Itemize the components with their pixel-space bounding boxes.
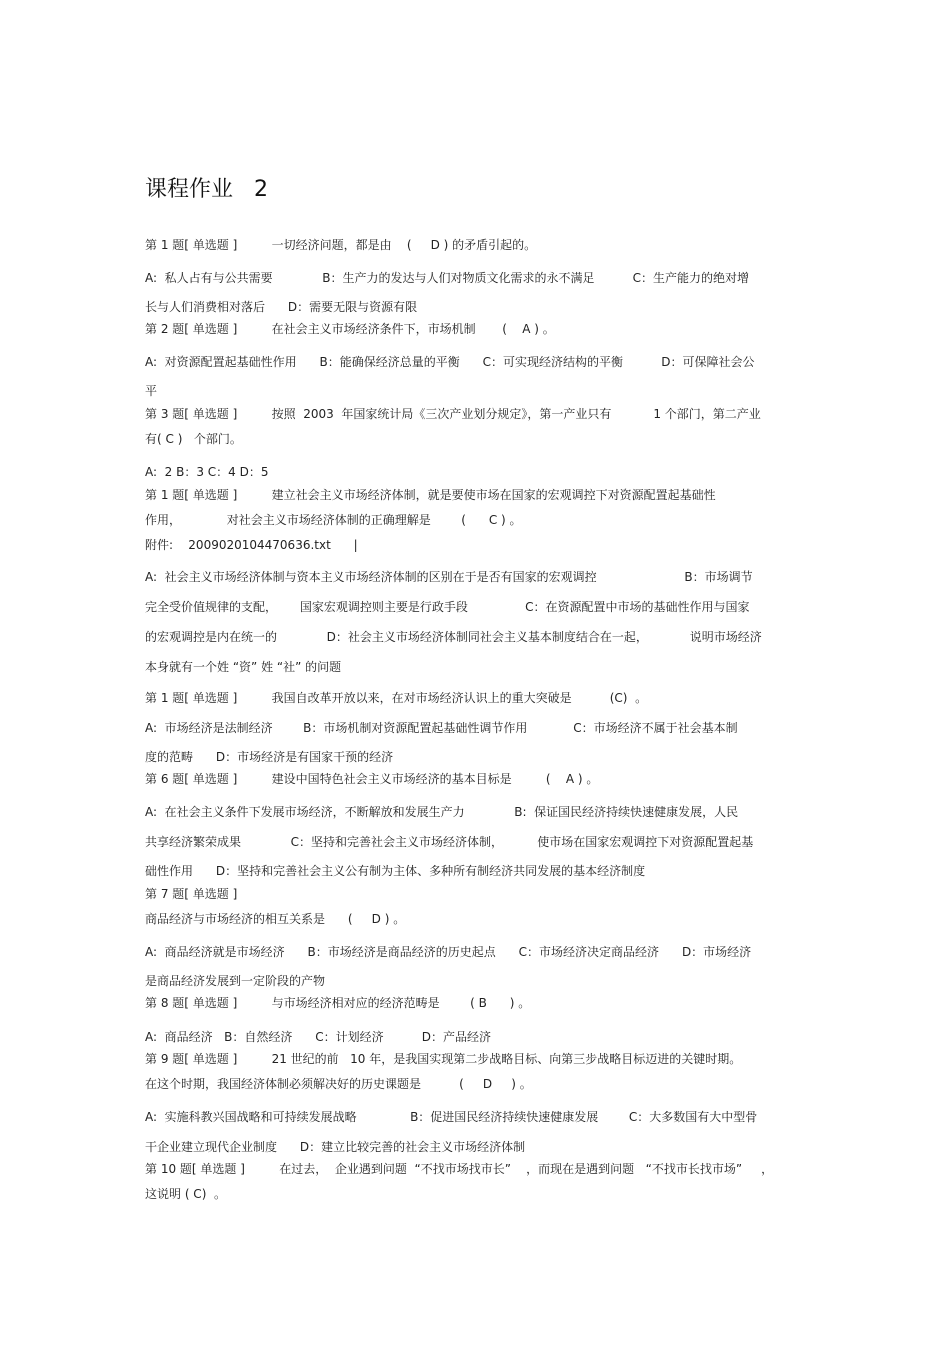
text-line: A: 商品经济 B：自然经济 C：计划经济 D：产品经济 [145, 1030, 491, 1044]
text-line: A: 社会主义市场经济体制与资本主义市场经济体制的区别在于是否有国家的宏观调控 B：市场调节 [145, 570, 753, 584]
text-line: A: 商品经济就是市场经济 B：市场经济是商品经济的历史起点 C：市场经济决定商品经济 D：市场经济 [145, 945, 752, 959]
text-line: 第 1 题[ 单选题 ] 我国自改革开放以来，在对市场经济认识上的重大突破是 (C) 。 [145, 691, 648, 705]
text-line: 础性作用 D：坚持和完善社会主义公有制为主体、多种所有制经济共同发展的基本经济制度 [145, 864, 646, 878]
text-line: 长与人们消费相对落后 D：需要无限与资源有限 [145, 300, 418, 314]
text-line: 完全受价值规律的支配， 国家宏观调控则主要是行政手段 C：在资源配置中市场的基础性作用与国家 [145, 600, 750, 614]
text-line: 干企业建立现代企业制度 D：建立比较完善的社会主义市场经济体制 [145, 1140, 526, 1154]
text-line: A: 对资源配置起基础性作用 B：能确保经济总量的平衡 C：可实现经济结构的平衡 D：可保障社会公 [145, 355, 755, 369]
text-line: 第 8 题[ 单选题 ] 与市场经济相对应的经济范畴是 ( B ) 。 [145, 996, 531, 1010]
text-line: 第 9 题[ 单选题 ] 21 世纪的前 10 年，是我国实现第二步战略目标、向第三步战略目标迈进的关键时期。 [145, 1052, 742, 1066]
text-line: 第 10 题[ 单选题 ] 在过去， 企业遇到问题 “不找市场找市长” ，而现在是遇到问题 “不找市长找市场” ， [145, 1162, 774, 1176]
text-line: A: 在社会主义条件下发展市场经济，不断解放和发展生产力 B: 保证国民经济持续快速健康发展，人民 [145, 805, 739, 819]
text-line: A: 市场经济是法制经济 B：市场机制对资源配置起基础性调节作用 C：市场经济不属于社会基本制 [145, 721, 738, 735]
text-line: 第 1 题[ 单选题 ] 建立社会主义市场经济体制，就是要使市场在国家的宏观调控下对资源配置起基础性 [145, 488, 716, 502]
text-line: 第 1 题[ 单选题 ] 一切经济问题，都是由 ( D ) 的矛盾引起的。 [145, 238, 537, 252]
text-line: 是商品经济发展到一定阶段的产物 [145, 974, 326, 988]
text-line: A: 2 B：3 C：4 D：5 [145, 465, 269, 479]
text-line: 平 [145, 384, 158, 398]
text-line: 本身就有一个姓 “资” 姓 “社” 的问题 [145, 660, 342, 674]
text-line: 商品经济与市场经济的相互关系是 ( D ) 。 [145, 912, 406, 926]
page-title: 课程作业 2 [145, 177, 268, 202]
text-line: 第 7 题[ 单选题 ] [145, 887, 238, 901]
text-line: 的宏观调控是内在统一的 D：社会主义市场经济体制同社会主义基本制度结合在一起， 说明市场经济 [145, 630, 762, 644]
text-line: 在这个时期，我国经济体制必须解决好的历史课题是 ( D ) 。 [145, 1077, 532, 1091]
text-line: 第 2 题[ 单选题 ] 在社会主义市场经济条件下，市场机制 ( A ) 。 [145, 322, 555, 336]
text-line: A: 实施科教兴国战略和可持续发展战略 B：促进国民经济持续快速健康发展 C：大多数国有大中型骨 [145, 1110, 758, 1124]
text-line: 第 6 题[ 单选题 ] 建设中国特色社会主义市场经济的基本目标是 ( A ) 。 [145, 772, 599, 786]
text-line: 共享经济繁荣成果 C：坚持和完善社会主义市场经济体制， 使市场在国家宏观调控下对资源配置起基 [145, 835, 754, 849]
text-line: 作用， 对社会主义市场经济体制的正确理解是 ( C ) 。 [145, 513, 522, 527]
text-line: 这说明 ( C) 。 [145, 1187, 227, 1201]
text-line: A: 私人占有与公共需要 B：生产力的发达与人们对物质文化需求的永不满足 C：生产能力的绝对增 [145, 271, 750, 285]
text-line: 附件: 2009020104470636.txt | [145, 538, 358, 552]
text-line: 有( C ) 个部门。 [145, 432, 242, 446]
text-line: 度的范畴 D：市场经济是有国家干预的经济 [145, 750, 394, 764]
text-line: 第 3 题[ 单选题 ] 按照 2003 年国家统计局《三次产业划分规定》，第一产业只有 1 个部门，第二产业 [145, 407, 761, 421]
